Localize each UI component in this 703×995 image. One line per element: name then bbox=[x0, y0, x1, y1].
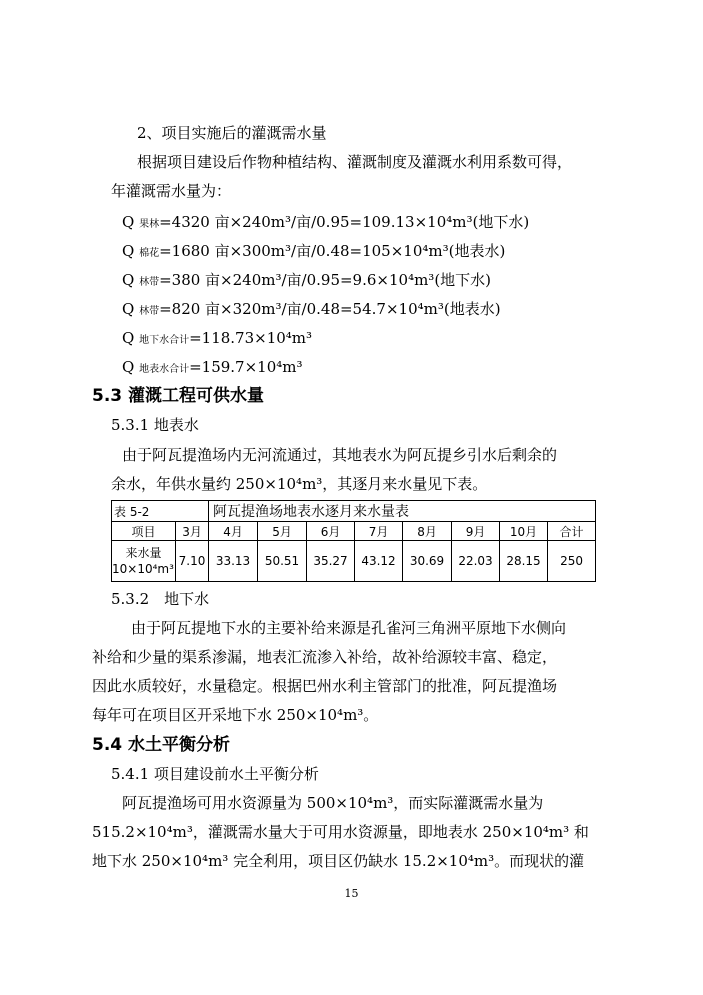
section-heading: 5.3 灌溉工程可供水量 bbox=[92, 386, 265, 406]
table-header-cell: 4月 bbox=[209, 522, 258, 541]
table-header-cell: 6月 bbox=[307, 522, 355, 541]
table-cell: 50.51 bbox=[258, 541, 307, 582]
formula-body: =1680 亩×300m³/亩/0.48=105×10⁴m³(地表水) bbox=[159, 242, 506, 260]
formula-body: =159.7×10⁴m³ bbox=[189, 358, 303, 376]
formula-subscript: 棉花 bbox=[139, 248, 160, 259]
formula-body: =820 亩×320m³/亩/0.48=54.7×10⁴m³(地表水) bbox=[159, 300, 501, 318]
formula-line bbox=[122, 241, 505, 264]
subsection-heading: 5.3.1 地表水 bbox=[111, 416, 199, 434]
formula-line bbox=[122, 270, 491, 293]
table-title: 阿瓦提渔场地表水逐月来水量表 bbox=[209, 501, 596, 522]
table-number: 表 5-2 bbox=[112, 501, 209, 522]
table-header-cell: 7月 bbox=[355, 522, 403, 541]
formula-prefix: Q bbox=[122, 329, 140, 347]
formula-prefix: Q bbox=[122, 271, 140, 289]
text-line: 由于阿瓦提地下水的主要补给来源是孔雀河三角洲平原地下水侧向 bbox=[131, 619, 567, 637]
table-cell: 33.13 bbox=[209, 541, 258, 582]
table-cell: 28.15 bbox=[500, 541, 548, 582]
formula-line bbox=[122, 328, 312, 351]
formula-body: =118.73×10⁴m³ bbox=[189, 329, 313, 347]
table-cell: 30.69 bbox=[403, 541, 452, 582]
table-header-cell: 3月 bbox=[176, 522, 209, 541]
table-header-cell: 10月 bbox=[500, 522, 548, 541]
text-line: 地下水 250×10⁴m³ 完全利用，项目区仍缺水 15.2×10⁴m³。而现状的灌 bbox=[92, 852, 585, 870]
table-header-cell: 项目 bbox=[112, 522, 176, 541]
formula-prefix: Q bbox=[122, 242, 140, 260]
table-row-label bbox=[112, 541, 176, 582]
table-cell: 35.27 bbox=[307, 541, 355, 582]
formula-subscript: 地下水合计 bbox=[139, 335, 190, 346]
formula-subscript: 果林 bbox=[139, 219, 160, 230]
formula-prefix: Q bbox=[122, 358, 140, 376]
table-header-cell: 5月 bbox=[258, 522, 307, 541]
table-header-cell: 9月 bbox=[452, 522, 500, 541]
formula-subscript: 林带 bbox=[139, 306, 160, 317]
text-line: 2、项目实施后的灌溉需水量 bbox=[137, 124, 327, 142]
table-header-cell: 8月 bbox=[403, 522, 452, 541]
page-number: 15 bbox=[344, 887, 359, 900]
formula-body: =380 亩×240m³/亩/0.95=9.6×10⁴m³(地下水) bbox=[159, 271, 492, 289]
formula-line bbox=[122, 212, 529, 235]
text-line: 由于阿瓦提渔场内无河流通过，其地表水为阿瓦提乡引水后剩余的 bbox=[122, 446, 558, 464]
text-line: 补给和少量的渠系渗漏，地表汇流渗入补给，故补给源较丰富、稳定， bbox=[92, 648, 558, 666]
row-label-line: 10×10⁴m³ bbox=[112, 562, 174, 576]
text-line: 515.2×10⁴m³，灌溉需水量大于可用水资源量，即地表水 250×10⁴m³ 和 bbox=[92, 823, 589, 841]
formula-line bbox=[122, 357, 303, 380]
table-cell: 250 bbox=[548, 541, 596, 582]
text-line: 因此水质较好，水量稳定。根据巴州水利主管部门的批准，阿瓦提渔场 bbox=[92, 677, 558, 695]
row-label-line: 来水量 bbox=[125, 546, 162, 560]
section-heading: 5.4 水土平衡分析 bbox=[92, 735, 231, 755]
table-cell: 22.03 bbox=[452, 541, 500, 582]
text-line: 年灌溉需水量为： bbox=[111, 182, 232, 200]
text-line: 阿瓦提渔场可用水资源量为 500×10⁴m³，而实际灌溉需水量为 bbox=[122, 794, 544, 812]
formula-subscript: 地表水合计 bbox=[139, 364, 190, 375]
text-line: 余水，年供水量约 250×10⁴m³，其逐月来水量见下表。 bbox=[111, 475, 488, 493]
table-cell: 43.12 bbox=[355, 541, 403, 582]
water-table bbox=[111, 500, 595, 582]
formula-prefix: Q bbox=[122, 300, 140, 318]
subsection-heading: 5.3.2 地下水 bbox=[111, 590, 210, 608]
formula-prefix: Q bbox=[122, 213, 140, 231]
table-header-cell: 合计 bbox=[548, 522, 596, 541]
text-line: 根据项目建设后作物种植结构、灌溉制度及灌溉水利用系数可得， bbox=[137, 153, 573, 171]
subsection-heading: 5.4.1 项目建设前水土平衡分析 bbox=[111, 765, 319, 783]
formula-line bbox=[122, 299, 501, 322]
formula-body: =4320 亩×240m³/亩/0.95=109.13×10⁴m³(地下水) bbox=[159, 213, 530, 231]
table-cell: 7.10 bbox=[176, 541, 209, 582]
formula-subscript: 林带 bbox=[139, 277, 160, 288]
text-line: 每年可在项目区开采地下水 250×10⁴m³。 bbox=[92, 706, 379, 724]
